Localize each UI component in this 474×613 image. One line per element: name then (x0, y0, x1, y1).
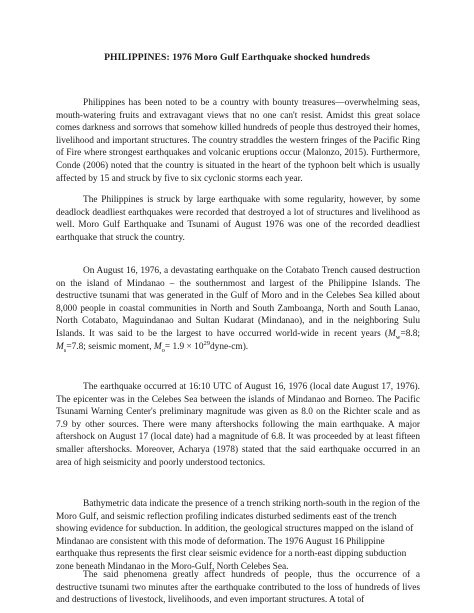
mo-unit: dyne-cm). (210, 341, 249, 352)
mw-subscript: w (395, 333, 401, 341)
ms-subscript: s (63, 346, 67, 354)
paragraph-intro: Philippines has been noted to be a country with bounty treasures—overwhelming seas, mouth-watering fruits and extravagant views that no one can't resist. Amidst this great solace comes darkness and sorrows that somehow killed hundreds of people thus destroyed their homes, livelihood and important structures. The country straddles the western fringes of the Pacific Ring of Fire where strongest earthquakes and volcanic eruptions occur (Malonzo, 2015). Furthermore, Conde (2006) noted that the country is situated in the heart of the typhoon belt which is usually affected by 15 and struck by five to six cyclonic storms each year. (56, 98, 420, 184)
paragraph-cotabato-trench (56, 265, 420, 353)
ms-value: =7.8; seismic moment, (66, 341, 154, 352)
mo-subscript: o (161, 346, 165, 354)
mo-value: = 1.9 × 10 (164, 341, 204, 352)
paragraph-earthquake-details: The earthquake occurred at 16:10 UTC of August 16, 1976 (local date August 17, 1976). The epicenter was in the Celebes Sea between the islands of Mindanao and Borneo. The Pacific Tsunami Warning Center's preliminary magnitude was given as 8.0 on the Richter scale and as 7.9 by other sources. There were many aftershocks following the main earthquake. A major aftershock on August 17 (local date) had a magnitude of 6.8. It was proceeded by at least fifteen smaller aftershocks. Moreover, Acharya (1978) stated that the said earthquake occurred in an area of high seismicity and poorly understood tectonics. (56, 382, 420, 468)
document-title: PHILIPPINES: 1976 Moro Gulf Earthquake shocked hundreds (104, 52, 370, 63)
mw-value: =8.8; (400, 328, 420, 339)
ms-symbol: M (56, 341, 64, 352)
paragraph-bathymetric-data: Bathymetric data indicate the presence of a trench striking north-south in the region of the Moro Gulf, and seismic reflection profiling indicates disturbed sediments east of the trench showing evidence for subduction. In addition, the geological structures mapped on the island of Mindanao are consistent with this mode of deformation. The 1976 August 16 Philippine earthquake thus represents the first clear seismic evidence for a north-east dipping subduction zone beneath Mindanao in the Moro-Gulf, North Celebes Sea. (56, 499, 420, 572)
mw-symbol: M (387, 328, 396, 339)
paragraph-tsunami-impact: The said phenomena greatly affect hundreds of people, thus the occurrence of a destructive tsunami two minutes after the earthquake contributed to the loss of hundreds of lives and destructions of livestock, livelihoods, and even important structures. A total of (56, 570, 420, 606)
mo-symbol: M (153, 341, 162, 352)
paragraph-large-earthquakes: The Philippines is struck by large earthquake with some regularity, however, by some deadlock deadliest earthquakes were recorded that destroyed a lot of structures and livelihood as well. Moro Gulf Earthquake and Tsunami of August 1976 was one of the recorded deadliest earthquake that struck the country. (56, 195, 420, 243)
paragraph-cotabato-body: On August 16, 1976, a devastating earthquake on the Cotabato Trench caused destruction on the island of Mindanao – the southernmost and largest of the Philippine Islands. The destructive tsunami that was generated in the Gulf of Moro and in the Celebes Sea killed about 8,000 people in coastal communities in North and South Zamboanga, North and South Lanao, North Cotabato, Maguindanao and Sultan Kudarat (Mindanao), and in the neighboring Sulu Islands. It was said to be the largest to have occurred world-wide in recent years ( (56, 266, 420, 339)
mo-exponent: 29 (203, 339, 210, 347)
